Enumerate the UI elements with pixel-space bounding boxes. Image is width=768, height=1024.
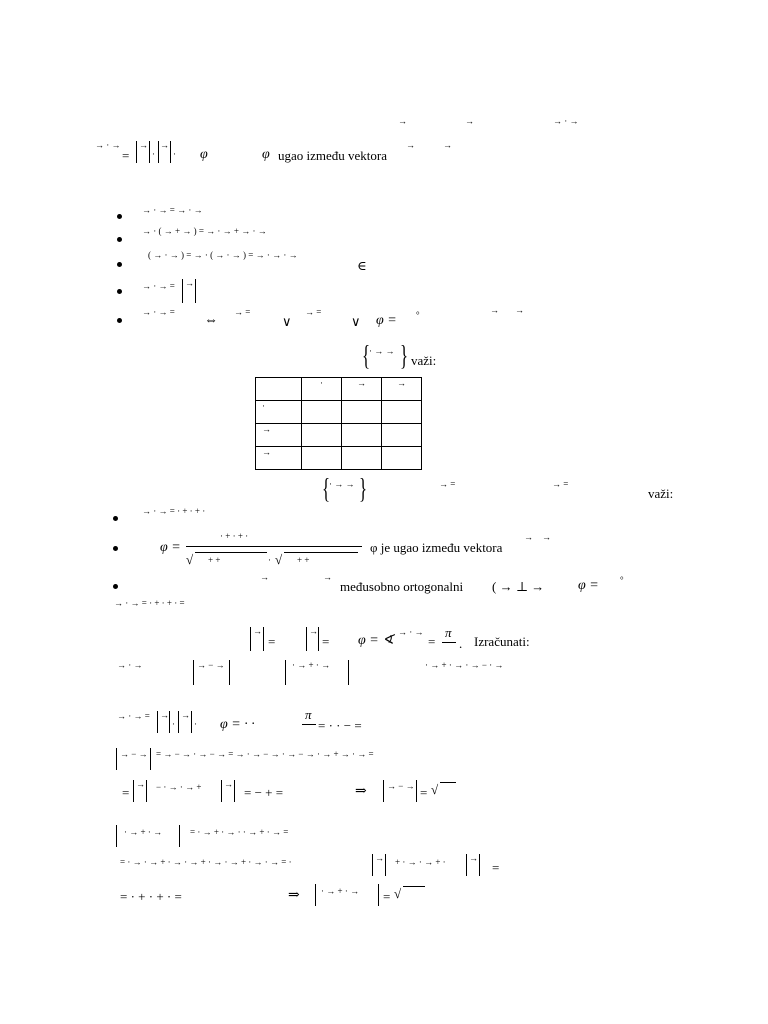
solution-diff-norm: → − → — [387, 781, 415, 791]
table-cell: · — [256, 401, 302, 424]
vector-arrow: → — [515, 305, 524, 315]
equals-sign: = — [420, 785, 428, 800]
sqrt-symbol: √ — [275, 552, 283, 567]
sqrt-symbol: √ — [394, 886, 402, 901]
solution-sum-norm: · → + · → — [124, 827, 163, 837]
basis-product-table — [255, 377, 422, 470]
vector-arrow: → — [443, 140, 452, 150]
norm-bar — [466, 854, 467, 876]
fraction-line — [302, 724, 316, 725]
solution-line-3-calc: = − + = — [244, 785, 284, 800]
norm-bar — [383, 780, 384, 802]
denominator-b: + + — [297, 555, 310, 565]
phi-symbol: φ — [262, 147, 270, 162]
vector-a-coords: → = — [439, 479, 456, 489]
or-symbol: ∨ — [282, 314, 292, 329]
equals-sign: = — [492, 860, 500, 875]
vector-arrow: → — [542, 532, 551, 542]
vector-arrow: → — [490, 305, 499, 315]
norm-bar — [193, 660, 194, 685]
norm-bar — [178, 711, 179, 733]
equals-sign: = — [428, 634, 436, 649]
table-cell — [382, 424, 422, 447]
norm-bar — [416, 780, 417, 802]
property-distributive: → · ( → + → ) = → · → + → · → — [142, 226, 267, 236]
norm-bar — [116, 748, 117, 770]
vector-arrow: → — [253, 626, 262, 636]
left-brace: { — [322, 474, 331, 505]
left-brace: { — [362, 341, 371, 372]
basis-set: · → → — [369, 346, 395, 356]
bullet — [113, 584, 118, 589]
solution-line-1: → · → = — [117, 711, 150, 721]
norm-bar — [195, 279, 196, 303]
vector-arrow-pair: → · → — [553, 116, 579, 126]
norm-bar — [157, 711, 158, 733]
vector-arrow: → — [309, 626, 318, 636]
solution-diff-norm: → − → — [120, 749, 148, 759]
table-cell — [256, 378, 302, 401]
degree-symbol: ° — [416, 310, 420, 320]
bullet — [117, 318, 122, 323]
norm-bar — [150, 748, 151, 770]
table-cell: → — [256, 447, 302, 470]
vector-arrow: → — [398, 116, 407, 126]
norm-bar — [146, 780, 147, 802]
task-difference-norm: → − → — [197, 660, 225, 670]
vazi-label: važi: — [648, 486, 674, 501]
sqrt-bar — [284, 552, 358, 553]
degree-symbol: ° — [620, 575, 624, 585]
task-dot-product: → · → — [117, 660, 143, 670]
solution-line-5-mid: + · → · → + · — [395, 857, 446, 867]
equals-sign: = — [268, 634, 276, 649]
bullet — [117, 237, 122, 242]
norm-bar — [182, 279, 183, 303]
vector-arrow: → — [524, 532, 533, 542]
norm-bar — [169, 711, 170, 733]
fraction-line — [442, 642, 456, 643]
table-cell — [342, 401, 382, 424]
vector-arrow: → — [185, 278, 194, 288]
equals-sign: = — [122, 148, 130, 163]
sqrt-bar — [403, 886, 425, 887]
phi-angle-text: φ je ugao između vektora — [370, 540, 503, 555]
norm-bar — [234, 780, 235, 802]
vector-arrow: → — [160, 710, 169, 720]
property-norm-square: → · → = — [142, 281, 175, 291]
vector-arrow: → — [224, 779, 233, 789]
perpendicular-expr: ( → ⊥ → — [492, 579, 545, 594]
bullet — [113, 516, 118, 521]
dot-symbol: · — [173, 149, 176, 159]
solution-line-1-result: = · · − = — [318, 718, 362, 733]
sqrt-bar — [195, 552, 267, 553]
dot-product-coords: → · → = · + · + · — [142, 506, 206, 516]
norm-bar — [285, 660, 286, 685]
task-sum-norm: · → + · → — [292, 660, 331, 670]
vector-arrow: → — [469, 853, 478, 863]
vector-arrow: → — [465, 116, 474, 126]
norm-bar — [306, 627, 307, 651]
bullet — [117, 262, 122, 267]
norm-bar — [191, 711, 192, 733]
table-cell — [382, 401, 422, 424]
solution-line-4: = · → + · → · · → + · → = — [190, 827, 289, 837]
property-zero: → · → = — [142, 307, 175, 317]
bullet — [117, 214, 122, 219]
table-cell — [302, 424, 342, 447]
vector-arrow: → — [323, 572, 332, 582]
vector-zero-b: → = — [305, 307, 322, 317]
table-cell — [382, 447, 422, 470]
task-product-expr: · → + · → · → − · → — [425, 660, 504, 670]
sqrt-bar — [440, 782, 456, 783]
sqrt-symbol: √ — [186, 552, 194, 567]
phi-angle: φ = ∢ — [358, 633, 394, 648]
phi-equals: φ = — [160, 540, 181, 555]
vector-b-coords: → = — [552, 479, 569, 489]
table-cell: · — [302, 378, 342, 401]
orthogonal-text: međusobno ortogonalni — [340, 579, 464, 594]
phi-equals: φ = — [376, 313, 397, 328]
norm-bar — [116, 825, 117, 847]
norm-bar — [378, 884, 379, 906]
norm-bar — [170, 141, 171, 163]
vector-arrow: → — [139, 140, 148, 150]
dot-product-symbol: → · → — [95, 140, 121, 150]
norm-bar — [133, 780, 134, 802]
equals-sign: = — [383, 889, 391, 904]
solution-line-3-mid: − · → · → + — [156, 782, 202, 792]
vector-arrow: → — [136, 779, 145, 789]
fraction-line — [186, 546, 362, 547]
vector-arrow: → — [160, 140, 169, 150]
norm-bar — [315, 884, 316, 906]
property-scalar: ( → · → ) = → · ( → · → ) = → · → · → — [148, 250, 298, 260]
vector-arrow: → — [406, 140, 415, 150]
phi-symbol: φ — [200, 147, 208, 162]
equals-sign: = — [322, 634, 330, 649]
norm-bar — [348, 660, 349, 685]
vector-arrow-pair: → · → — [398, 627, 424, 637]
table-cell — [302, 401, 342, 424]
dot-symbol: · — [152, 149, 155, 159]
norm-bar — [136, 141, 137, 163]
vector-arrow: → — [260, 572, 269, 582]
right-brace: } — [400, 341, 409, 372]
norm-bar — [385, 854, 386, 876]
equals-sign: = — [122, 785, 130, 800]
solution-line-2: = → − → · → − → = → · → − → · → − → · → + → · → = — [156, 749, 374, 759]
period: . — [459, 636, 463, 651]
table-cell: → — [382, 378, 422, 401]
denominator-a: + + — [208, 555, 221, 565]
basis-set: · → → — [329, 479, 355, 489]
pi-symbol: π — [305, 707, 312, 722]
bullet — [113, 546, 118, 551]
dot-symbol: · — [194, 719, 197, 729]
sqrt-symbol: √ — [431, 782, 439, 797]
vector-arrow: → — [181, 710, 190, 720]
vazi-label: važi: — [411, 353, 437, 368]
vector-arrow: → — [375, 853, 384, 863]
solution-line-6: = · + · + · = — [120, 889, 182, 904]
phi-equals: φ = — [578, 578, 599, 593]
norm-bar — [221, 780, 222, 802]
table-cell: → — [256, 424, 302, 447]
vector-zero-a: → = — [234, 307, 251, 317]
table-cell — [342, 447, 382, 470]
table-cell — [302, 447, 342, 470]
angle-text: ugao između vektora — [278, 148, 388, 163]
property-commutative: → · → = → · → — [142, 205, 203, 215]
cos-phi-expr: φ = · · — [220, 717, 255, 732]
norm-bar — [179, 825, 180, 847]
norm-bar — [479, 854, 480, 876]
solution-sum-norm: · → + · → — [321, 886, 360, 896]
iff-symbol: ⇔ — [204, 313, 218, 328]
element-of-symbol: ∈ — [357, 258, 367, 273]
implies-symbol: ⇒ — [355, 784, 367, 799]
norm-bar — [229, 660, 230, 685]
norm-bar — [250, 627, 251, 651]
dot-symbol: · — [172, 719, 175, 729]
solution-line-5: = · → · → + · → · → + · → · → + · → · → = · — [120, 857, 292, 867]
task-label: Izračunati: — [474, 634, 530, 649]
table-cell: → — [342, 378, 382, 401]
norm-bar — [318, 627, 319, 651]
denominator-dot: · — [268, 555, 271, 565]
norm-bar — [158, 141, 159, 163]
orthogonal-condition: → · → = · + · + · = — [114, 598, 185, 608]
or-symbol: ∨ — [351, 314, 361, 329]
norm-bar — [149, 141, 150, 163]
pi-symbol: π — [445, 625, 452, 640]
norm-bar — [372, 854, 373, 876]
norm-bar — [263, 627, 264, 651]
cos-numerator: · + · + · — [220, 531, 249, 541]
right-brace: } — [359, 474, 368, 505]
implies-symbol: ⇒ — [288, 888, 300, 903]
table-cell — [342, 424, 382, 447]
bullet — [117, 289, 122, 294]
